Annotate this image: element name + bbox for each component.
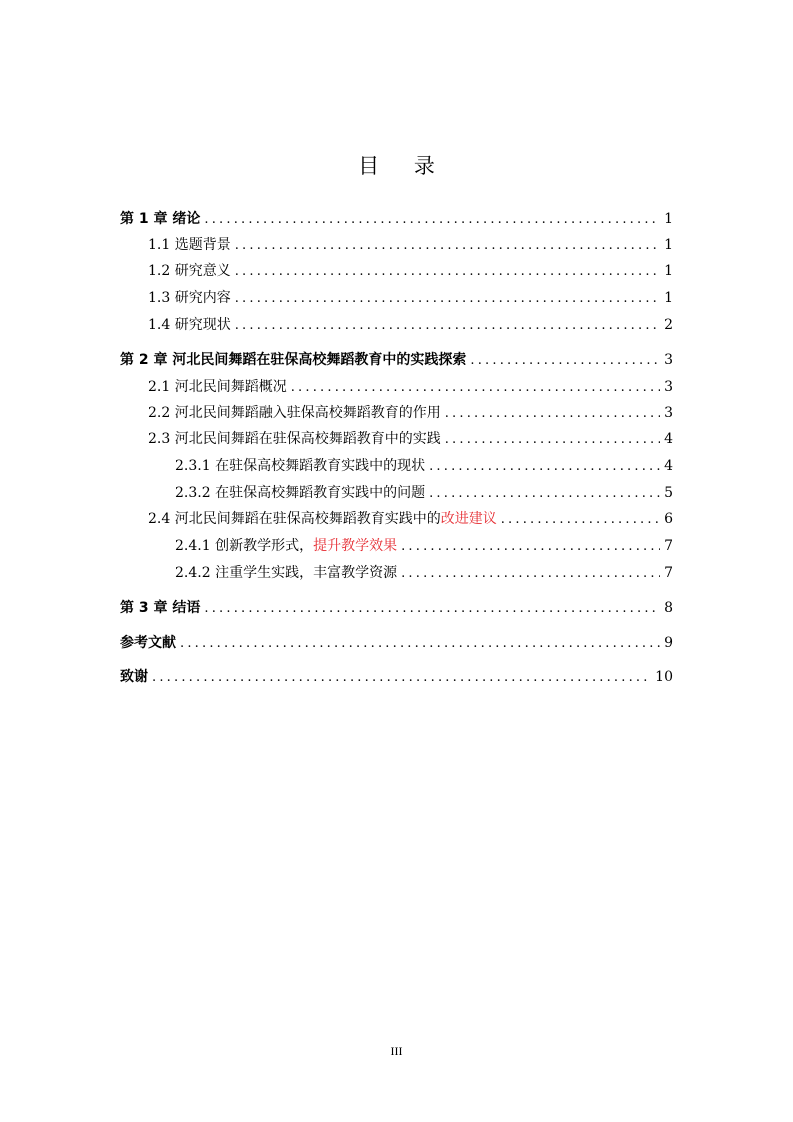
toc-entry-text: 2.2 河北民间舞蹈融入驻保高校舞蹈教育的作用 xyxy=(148,405,441,421)
toc-leader-dots xyxy=(429,481,660,507)
toc-entry-text: 1.2 研究意义 xyxy=(148,263,231,279)
toc-page-number: 1 xyxy=(664,237,673,253)
toc-leader-dots xyxy=(401,561,660,587)
toc-entry-ch1[interactable] xyxy=(120,206,673,232)
toc-leader-dots xyxy=(235,286,660,312)
toc-entry-text: 致谢 xyxy=(120,669,148,685)
toc-entry-text: 2.3 河北民间舞蹈在驻保高校舞蹈教育中的实践 xyxy=(148,431,441,447)
toc-page-number: 1 xyxy=(664,211,673,227)
toc-page-number: 9 xyxy=(664,635,673,651)
toc-page-number: 4 xyxy=(664,431,673,447)
toc-page-number: 7 xyxy=(664,538,673,554)
toc-page-number: 1 xyxy=(664,290,673,306)
toc-entry-2-4-1[interactable] xyxy=(175,533,673,559)
toc-entry-acknowledgements[interactable] xyxy=(120,664,673,690)
toc-page-number: 4 xyxy=(664,458,673,474)
toc-leader-dots xyxy=(204,207,660,233)
toc-leader-dots xyxy=(235,233,660,259)
toc-leader-dots xyxy=(470,348,660,374)
toc-page-number: 5 xyxy=(664,485,673,501)
toc-entry-1-4[interactable] xyxy=(148,312,673,338)
toc-page-number: 8 xyxy=(664,600,673,616)
toc-entry-text-main: 2.4.1 创新教学形式， xyxy=(175,538,314,554)
toc-entry-2-4-2[interactable] xyxy=(175,560,673,586)
toc-entry-2-3[interactable] xyxy=(148,426,673,452)
toc-entry-ch2[interactable] xyxy=(120,347,673,373)
toc-page-number: 1 xyxy=(664,263,673,279)
toc-entry-references[interactable] xyxy=(120,630,673,656)
toc-page-number: 3 xyxy=(664,379,673,395)
toc-entry-text: 第 3 章 结语 xyxy=(120,600,201,616)
toc-leader-dots xyxy=(291,375,660,401)
toc-page-number: 7 xyxy=(664,565,673,581)
toc-page-number: 10 xyxy=(655,669,673,685)
toc-entry-2-1[interactable] xyxy=(148,374,673,400)
toc-entry-text: 1.4 研究现状 xyxy=(148,317,231,333)
toc-entry-1-3[interactable] xyxy=(148,285,673,311)
toc-entry-1-2[interactable] xyxy=(148,258,673,284)
toc-entry-ch3[interactable] xyxy=(120,595,673,621)
toc-title: 目 录 xyxy=(358,154,449,178)
toc-leader-dots xyxy=(204,596,660,622)
toc-page-number: 3 xyxy=(664,352,673,368)
toc-leader-dots xyxy=(235,313,660,339)
toc-entry-text: 1.1 选题背景 xyxy=(148,237,231,253)
toc-leader-dots xyxy=(445,427,660,453)
toc-entry-2-3-2[interactable] xyxy=(175,480,673,506)
toc-entry-text-main: 2.4 河北民间舞蹈在驻保高校舞蹈教育实践中的 xyxy=(148,511,441,527)
toc-leader-dots xyxy=(429,454,660,480)
toc-entry-2-3-1[interactable] xyxy=(175,453,673,479)
toc-entry-text-highlight: 改进建议 xyxy=(440,511,497,527)
toc-leader-dots xyxy=(445,401,660,427)
toc-entry-text: 2.3.1 在驻保高校舞蹈教育实践中的现状 xyxy=(175,458,426,474)
toc-page-number: 3 xyxy=(664,405,673,421)
toc-entry-text: 2.4.2 注重学生实践，丰富教学资源 xyxy=(175,565,398,581)
toc-entry-text: 第 2 章 河北民间舞蹈在驻保高校舞蹈教育中的实践探索 xyxy=(120,352,467,368)
page-footer-number: III xyxy=(390,1044,403,1058)
toc-entry-text-highlight: 提升教学效果 xyxy=(313,538,398,554)
toc-entry-text: 第 1 章 绪论 xyxy=(120,211,201,227)
toc-entry-1-1[interactable] xyxy=(148,232,673,258)
toc-entry-text: 参考文献 xyxy=(120,635,176,651)
toc-leader-dots xyxy=(235,259,660,285)
toc-page-number: 6 xyxy=(664,511,673,527)
toc-entry-text xyxy=(175,533,397,559)
toc-leader-dots xyxy=(501,507,660,533)
toc-entry-2-2[interactable] xyxy=(148,400,673,426)
toc-leader-dots xyxy=(152,665,651,691)
toc-entry-text: 1.3 研究内容 xyxy=(148,290,231,306)
toc-page-number: 2 xyxy=(664,317,673,333)
toc-entry-2-4[interactable] xyxy=(148,506,673,532)
toc-leader-dots xyxy=(401,534,660,560)
toc-entry-text: 2.1 河北民间舞蹈概况 xyxy=(148,379,287,395)
toc-entry-text: 2.3.2 在驻保高校舞蹈教育实践中的问题 xyxy=(175,485,426,501)
toc-leader-dots xyxy=(180,631,660,657)
toc-entry-text xyxy=(148,506,497,532)
